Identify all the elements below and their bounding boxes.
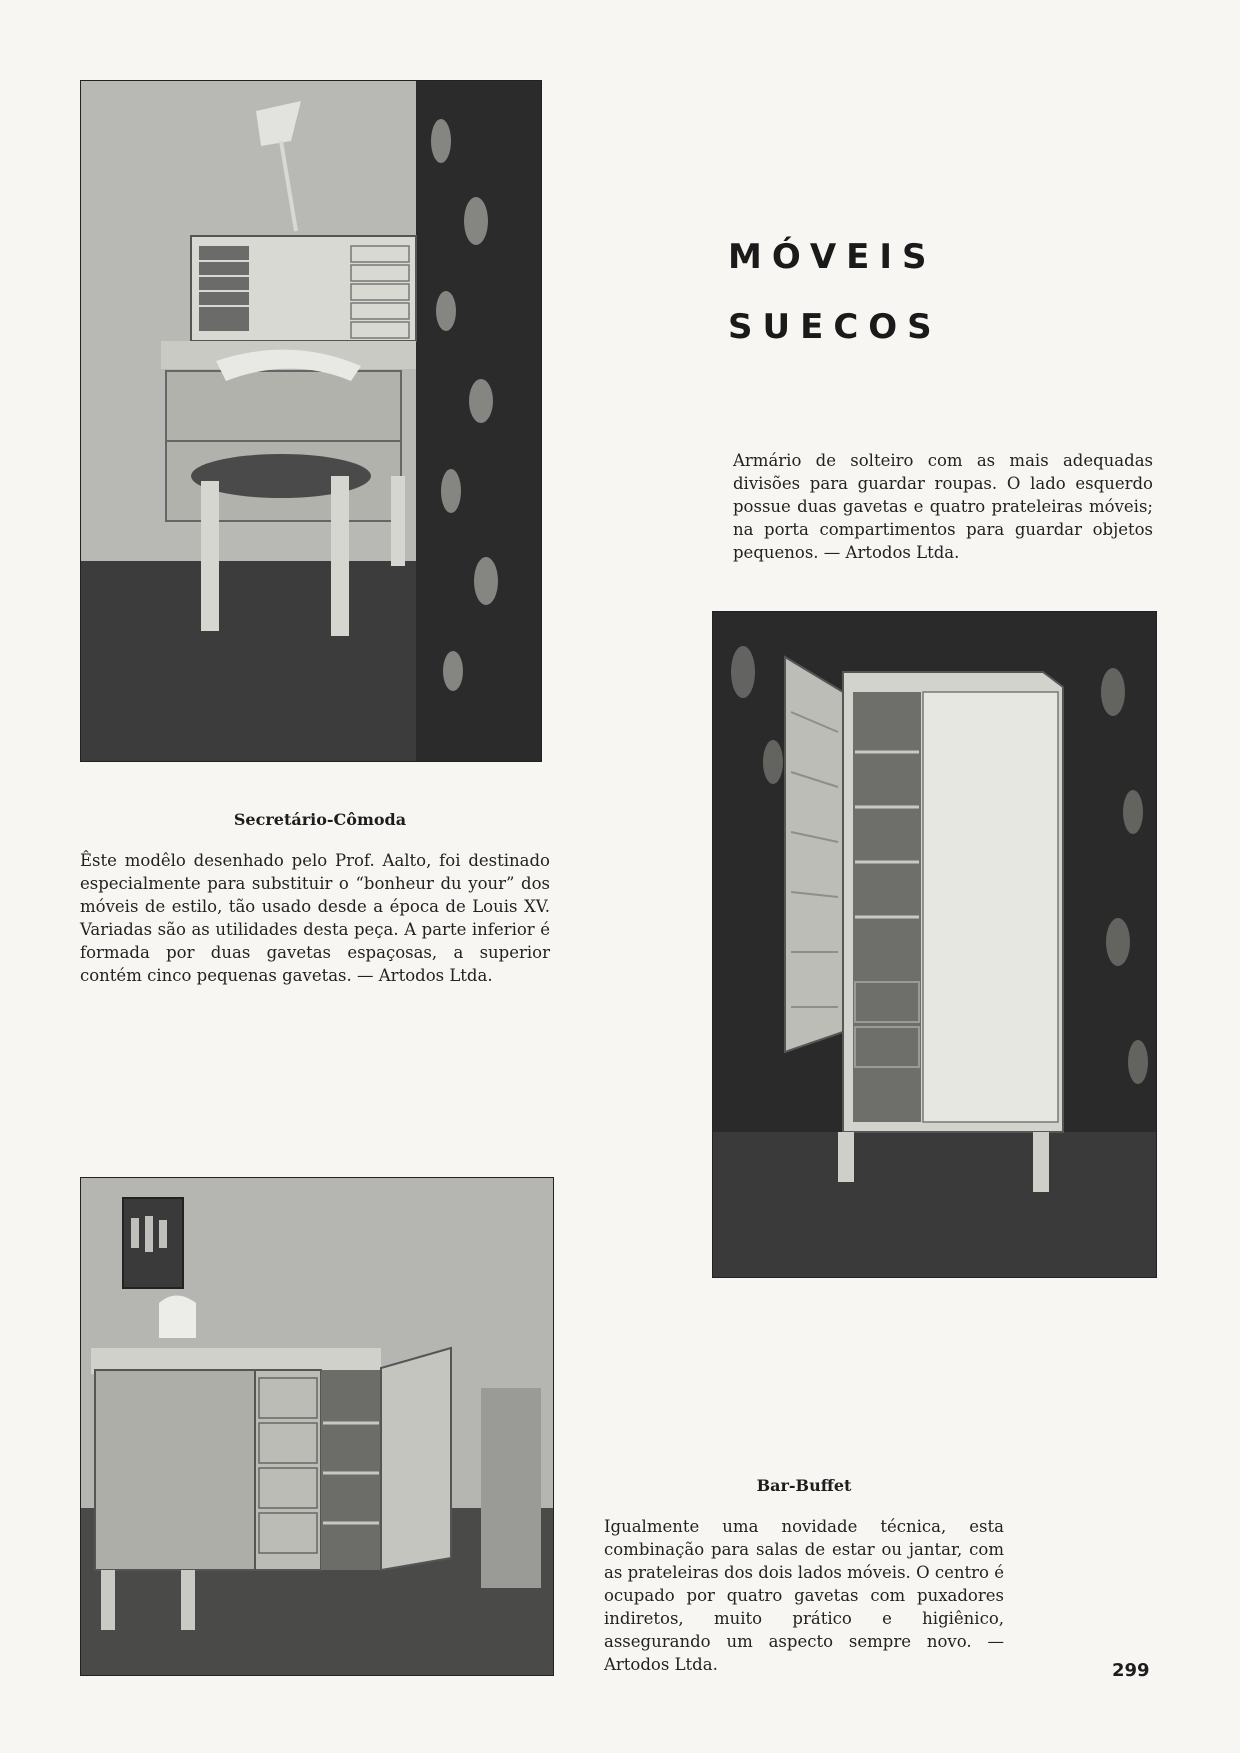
page-number: 299 [1112,1660,1150,1681]
photo-bar-buffet [80,1177,554,1676]
armario-caption: Armário de solteiro com as mais adequadas divisões para guardar roupas. O lado esquerdo possue duas gavetas e quatro prateleiras móveis; na porta compartimentos para guardar objetos pequenos. — Artodos Ltda. [733,451,1153,562]
article-title [728,222,968,362]
secretario-heading: Secretário-Cômoda [233,810,407,829]
bar-buffet-caption: Igualmente uma novidade técnica, esta combinação para salas de estar ou jantar, com as prateleiras dos dois lados móveis. O centro é ocupado por quatro gavetas com puxadores indiretos, muito prático e higiênico, assegurando um aspecto sempre novo. — Artodos Ltda. [604,1517,1004,1674]
bar-buffet-heading: Bar-Buffet [756,1476,852,1495]
bar-buffet-illustration [81,1178,553,1675]
title-line-1: MÓVEIS [728,237,937,277]
secretario-caption: Êste modêlo desenhado pelo Prof. Aalto, foi destinado especialmente para substituir o “bonheur du your” dos móveis de estilo, tão usado desde a época de Louis XV. Variadas são as utilidades desta peça. A parte inferior é formada por duas gavetas espaçosas, a superior contém cinco pequenas gavetas. — Artodos Ltda. [80,851,550,985]
photo-armario [712,611,1157,1278]
photo-secretario-comoda [80,80,542,762]
secretario-illustration [81,81,541,761]
title-line-2: SUECOS [728,307,942,347]
armario-illustration [713,612,1156,1277]
